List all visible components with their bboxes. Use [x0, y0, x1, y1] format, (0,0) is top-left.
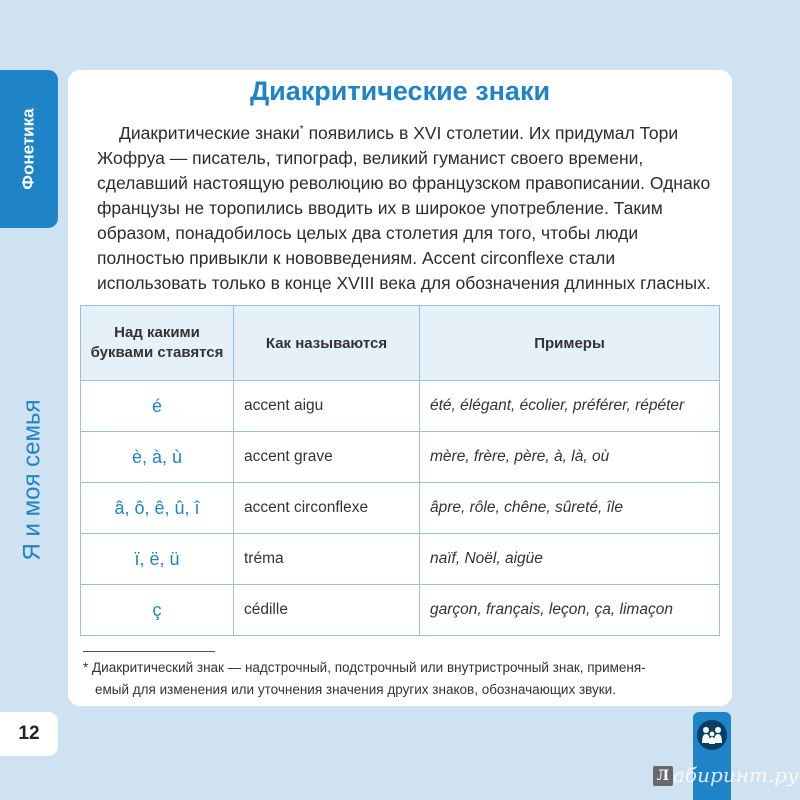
table-row: [81, 432, 720, 483]
cell-examples: naïf, Noël, aigüe: [420, 534, 720, 585]
header-name: Как называются: [234, 306, 420, 381]
intro-paragraph: [97, 117, 721, 296]
cell-letters: ç: [81, 585, 234, 636]
cell-examples: été, élégant, écolier, préférer, répéter: [420, 381, 720, 432]
cell-examples: âpre, rôle, chêne, sûreté, île: [420, 483, 720, 534]
table-row: [81, 483, 720, 534]
table-row: [81, 381, 720, 432]
cell-letters: è, à, ù: [81, 432, 234, 483]
footnote-line-2: емый для изменения или уточнения значения других знаков, обозначающих звуки.: [95, 682, 616, 697]
watermark-badge: Л: [653, 766, 673, 786]
cell-letters: ï, ë, ü: [81, 534, 234, 585]
cell-name: tréma: [234, 534, 420, 585]
cell-name: accent circonflexe: [234, 483, 420, 534]
paragraph-part2: появились в XVI столетии. Их придумал Тори Жофруа — писатель, типограф, великий гуманист своего времени, сделавший настоящую революцию во французском правописании. Однако французы не торопились вводить их в широкое употребление. Таким образом, понадобилось целых два столетия для того, чтобы люди полностью привыкли к нововведениям. Accent circonflexe стали использовать только в конце XVIII века для обозначения длинных гласных.: [97, 122, 711, 293]
cell-examples: mère, frère, père, à, là, où: [420, 432, 720, 483]
header-examples: Примеры: [420, 306, 720, 381]
cell-examples: garçon, français, leçon, ça, limaçon: [420, 585, 720, 636]
header-letters: Над какими буквами ставятся: [81, 306, 234, 381]
page-number: 12: [0, 712, 58, 756]
page-title: Диакритические знаки: [249, 76, 551, 106]
cell-name: accent aigu: [234, 381, 420, 432]
table-row: [81, 585, 720, 636]
paragraph-part1: Диакритические знаки: [119, 122, 300, 143]
footnote-line-1: * Диакритический знак — надстрочный, подстрочный или внутристрочный знак, применя-: [83, 660, 646, 675]
section-tab-label: Фонетика: [19, 108, 39, 190]
cell-name: accent grave: [234, 432, 420, 483]
chapter-title-text: Я и моя семья: [18, 399, 45, 561]
cell-letters: é: [81, 381, 234, 432]
cell-letters: â, ô, ê, û, î: [81, 483, 234, 534]
chapter-title: [10, 380, 54, 580]
watermark: [653, 763, 799, 787]
family-icon: [697, 720, 727, 750]
diacritics-table: [80, 305, 720, 636]
footnote-divider: [83, 651, 215, 652]
table-row: [81, 534, 720, 585]
table-header-row: [81, 306, 720, 381]
footnote: [83, 657, 723, 701]
footnote-marker: *: [299, 124, 304, 135]
cell-name: cédille: [234, 585, 420, 636]
watermark-text: абиринт.ру: [673, 763, 799, 787]
